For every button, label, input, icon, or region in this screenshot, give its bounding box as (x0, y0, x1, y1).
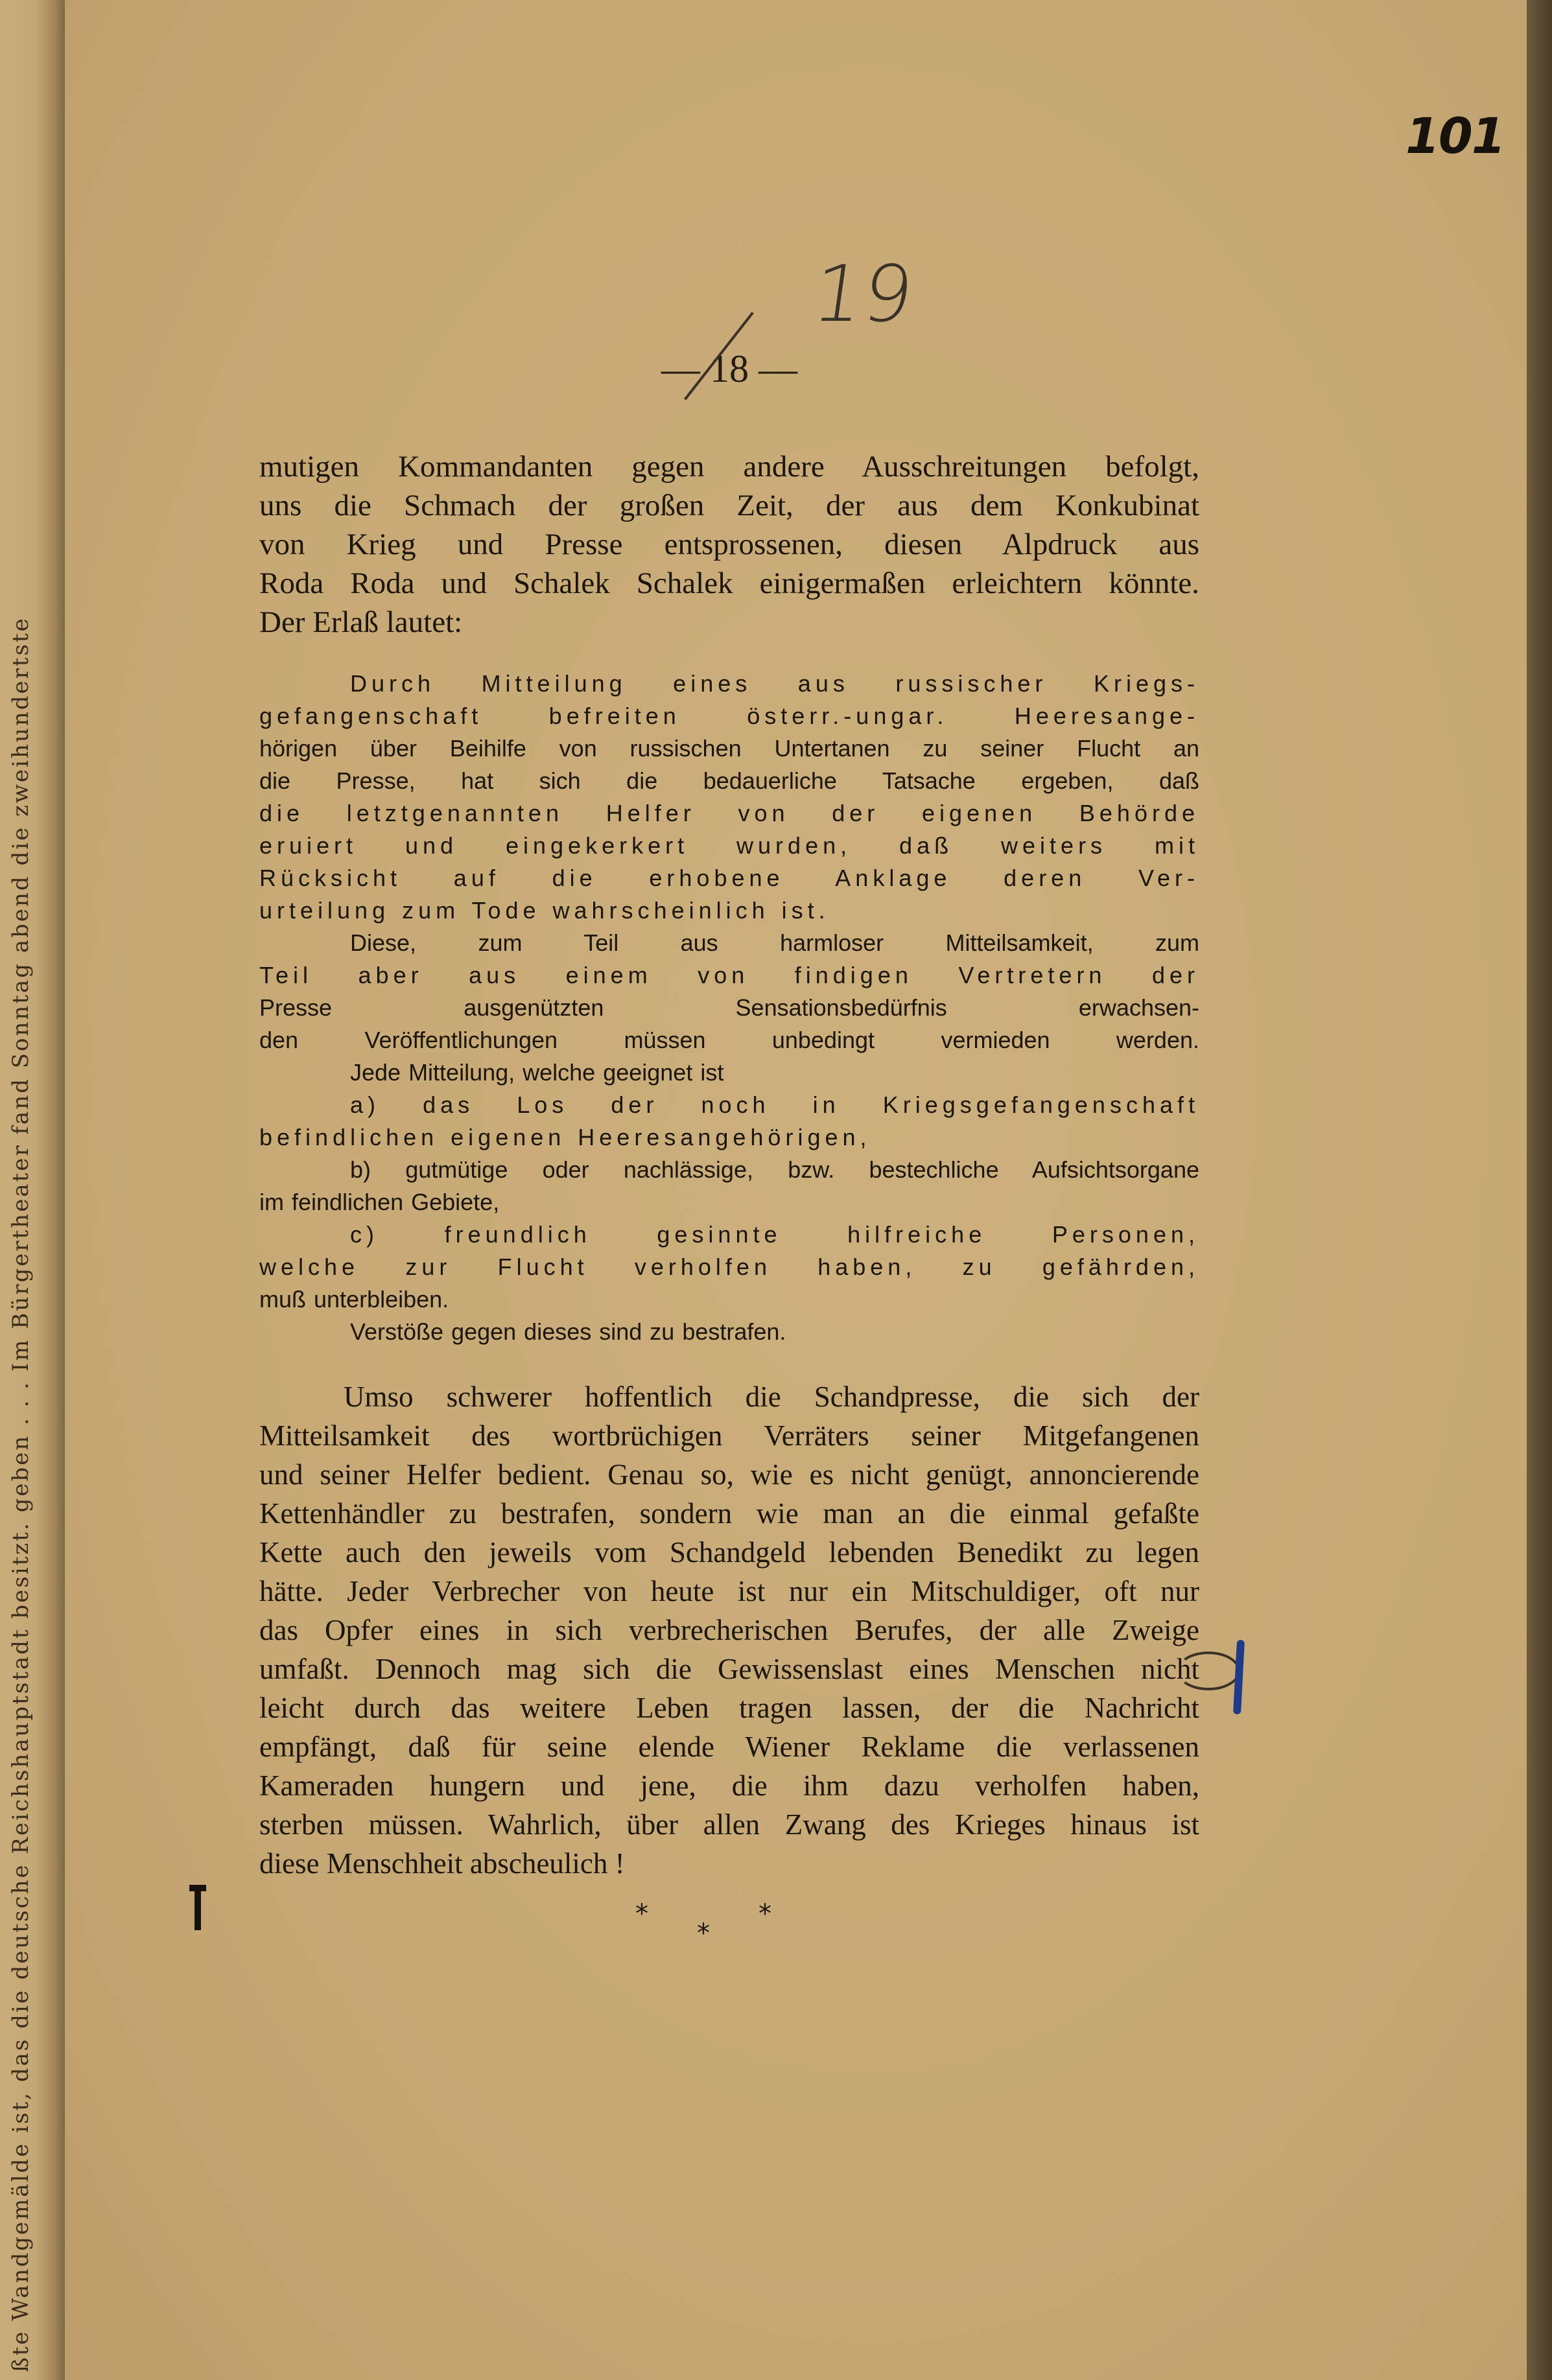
text-line: sterben müssen. Wahrlich, über allen Zwang des Krieges hinaus ist (259, 1808, 1199, 1841)
text-line: diese Menschheit abscheulich ! (259, 1847, 625, 1880)
intro-paragraph (259, 447, 1199, 642)
text-line: von Krieg und Presse entsprossenen, diesen Alpdruck aus (259, 528, 1199, 561)
pencil-circle-mark (1177, 1651, 1240, 1690)
text-line: das Opfer eines in sich verbrecherischen Berufes, der alle Zweige (259, 1614, 1199, 1646)
decree-line: eruiert und eingekerkert wurden, daß weiters mit (259, 832, 1199, 859)
decree-line: befindlichen eigenen Heeresangehörigen, (259, 1124, 871, 1150)
text-line: Mitteilsamkeit des wortbrüchigen Verräters seiner Mitgefangenen (259, 1419, 1199, 1452)
decree-line: Teil aber aus einem von findigen Vertretern der (259, 962, 1199, 988)
section-asterism (635, 1899, 804, 1951)
spine-text: ßte Wandgemälde ist, das die deutsche Reichshauptstadt besitzt. geben . . . Im Bürgertheater fand Sonntag abend die zweihundertste (8, 616, 34, 2372)
decree-line: urteilung zum Tode wahrscheinlich ist. (259, 897, 830, 924)
text-line: Kette auch den jeweils vom Schandgeld lebenden Benedikt zu legen (259, 1536, 1199, 1569)
text-line: mutigen Kommandanten gegen andere Ausschreitungen befolgt, (259, 450, 1199, 484)
decree-line: im feindlichen Gebiete, (259, 1189, 500, 1215)
decree-line: Jede Mitteilung, welche geeignet ist (350, 1059, 724, 1086)
text-line: Kameraden hungern und jene, die ihm dazu verholfen haben, (259, 1769, 1199, 1802)
decree-line: Verstöße gegen dieses sind zu bestrafen. (350, 1318, 786, 1345)
decree-line: den Veröffentlichungen müssen unbedingt vermieden werden. (259, 1027, 1199, 1053)
decree-line: hörigen über Beihilfe von russischen Untertanen zu seiner Flucht an (259, 735, 1199, 762)
asterism-star: * (697, 1919, 710, 1948)
folio-number: 101 (1405, 107, 1505, 165)
decree-line: die letztgenannten Helfer von der eigenen Behörde (259, 800, 1199, 826)
margin-tick-mark (194, 1885, 201, 1930)
text-line: uns die Schmach der großen Zeit, der aus dem Konkubinat (259, 489, 1199, 522)
decree-line: c) freundlich gesinnte hilfreiche Personen, (350, 1221, 1199, 1248)
page-edge-shadow (1527, 0, 1552, 2380)
text-line: hätte. Jeder Verbrecher von heute ist nur ein Mitschuldiger, oft nur (259, 1575, 1199, 1607)
decree-line: Presse ausgenützten Sensationsbedürfnis erwachsen- (259, 994, 1199, 1021)
decree-line: a) das Los der noch in Kriegsgefangenschaft (350, 1091, 1199, 1118)
decree-quotation (259, 668, 1199, 1348)
main-text (259, 447, 1199, 1883)
text-line: empfängt, daß für seine elende Wiener Reklame die verlassenen (259, 1731, 1199, 1763)
decree-line: die Presse, hat sich die bedauerliche Tatsache ergeben, daß (259, 767, 1199, 794)
closing-paragraph (259, 1377, 1199, 1883)
decree-line: Rücksicht auf die erhobene Anklage deren Ver- (259, 865, 1199, 891)
text-line: und seiner Helfer bedient. Genau so, wie es nicht genügt, annoncierende (259, 1458, 1199, 1491)
text-line: leicht durch das weitere Leben tragen lassen, der die Nachricht (259, 1692, 1199, 1724)
text-line: Roda Roda und Schalek Schalek einigermaßen erleichtern könnte. (259, 566, 1199, 600)
decree-line: Durch Mitteilung eines aus russischer Kriegs- (350, 670, 1199, 697)
decree-line: welche zur Flucht verholfen haben, zu gefährden, (259, 1254, 1199, 1280)
asterism-star: * (635, 1899, 648, 1929)
text-line: Umso schwerer hoffentlich die Schandpresse, die sich der (344, 1381, 1199, 1413)
decree-line: muß unterbleiben. (259, 1286, 449, 1312)
decree-line: Diese, zum Teil aus harmloser Mitteilsamkeit, zum (350, 929, 1199, 956)
asterism-star: * (758, 1899, 771, 1929)
pencil-page-number: 19 (807, 250, 919, 340)
text-line: umfaßt. Dennoch mag sich die Gewissenslast eines Menschen nicht (259, 1653, 1199, 1685)
printed-page-number: — 18 — (661, 347, 797, 390)
decree-line: gefangenschaft befreiten österr.-ungar. Heeresange- (259, 703, 1199, 729)
adjacent-page-spine (0, 0, 65, 2380)
text-line: Der Erlaß lautet: (259, 605, 463, 639)
decree-line: b) gutmütige oder nachlässige, bzw. bestechliche Aufsichtsorgane (350, 1156, 1199, 1183)
text-line: Kettenhändler zu bestrafen, sondern wie man an die einmal gefaßte (259, 1497, 1199, 1530)
